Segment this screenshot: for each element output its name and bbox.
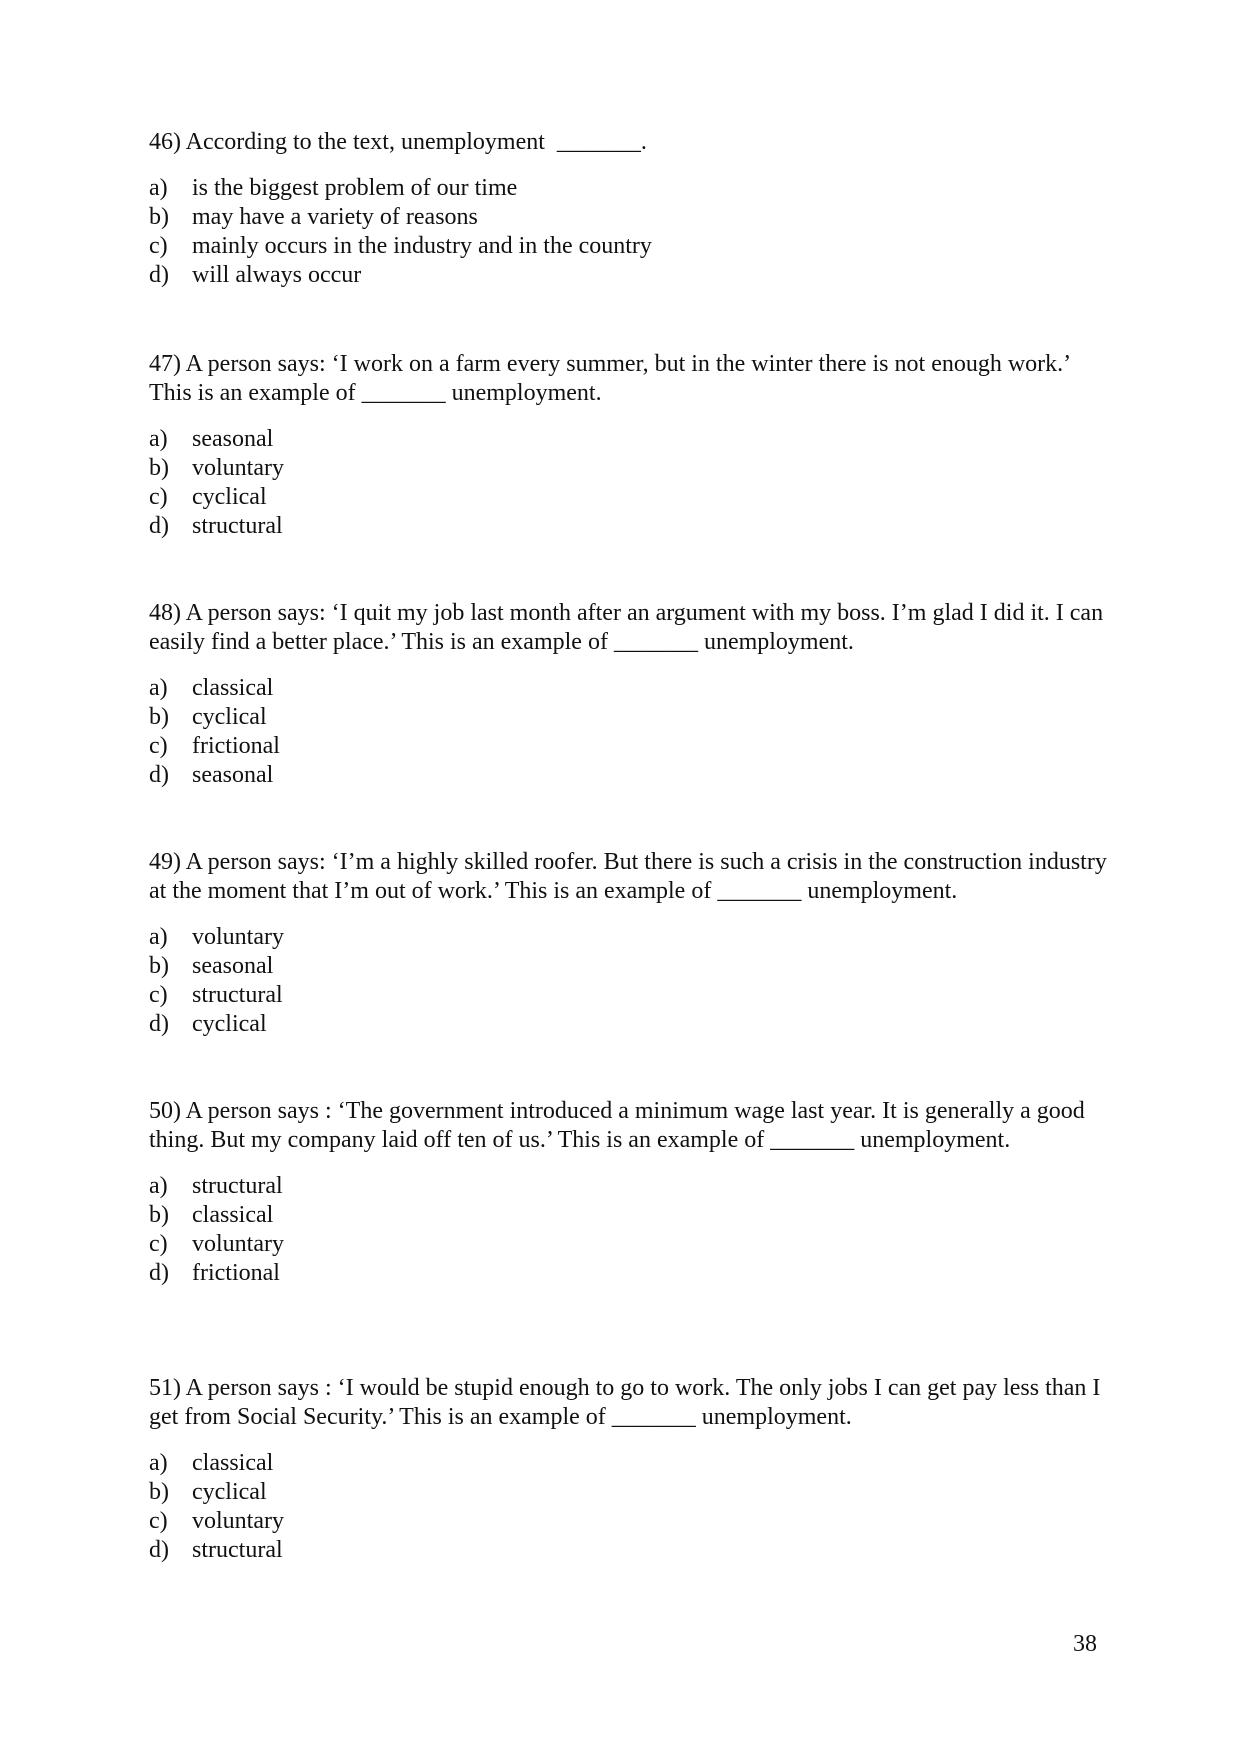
option-text: voluntary (192, 1231, 284, 1257)
option-letter: b) (149, 204, 169, 230)
option-letter: a) (149, 175, 168, 201)
question-50 (149, 1097, 1109, 1288)
question-stem: 47) A person says: ‘I work on a farm every summer, but in the winter there is not enough work.’ This is an example of _______ unemployment. (149, 351, 1075, 406)
option-c (149, 981, 1109, 1010)
question-stem: 48) A person says: ‘I quit my job last month after an argument with my boss. I’m glad I did it. I can easily find a better place.’ This is an example of _______ unemployment. (149, 600, 1110, 655)
option-letter: c) (149, 484, 168, 510)
option-text: structural (192, 513, 283, 539)
option-letter: d) (149, 1011, 169, 1037)
option-letter: d) (149, 513, 169, 539)
option-text: cyclical (192, 704, 267, 730)
option-b (149, 952, 1109, 981)
option-text: structural (192, 982, 283, 1008)
option-a (149, 923, 1109, 952)
option-a (149, 1172, 1109, 1201)
option-c (149, 232, 1109, 261)
option-d (149, 1536, 1109, 1565)
option-d (149, 512, 1109, 541)
option-d (149, 1010, 1109, 1039)
option-text: may have a variety of reasons (192, 204, 478, 230)
question-46 (149, 128, 1109, 290)
option-letter: c) (149, 233, 168, 259)
option-list (149, 923, 1109, 1039)
option-text: voluntary (192, 1508, 284, 1534)
option-text: is the biggest problem of our time (192, 175, 518, 201)
option-b (149, 703, 1109, 732)
option-b (149, 1201, 1109, 1230)
option-text: classical (192, 1202, 274, 1228)
option-a (149, 425, 1109, 454)
option-letter: c) (149, 733, 168, 759)
option-text: cyclical (192, 484, 267, 510)
option-c (149, 732, 1109, 761)
question-47 (149, 350, 1109, 541)
option-letter: a) (149, 675, 168, 701)
question-49 (149, 848, 1113, 1039)
option-letter: b) (149, 455, 169, 481)
option-letter: c) (149, 1508, 168, 1534)
option-text: seasonal (192, 953, 274, 979)
option-letter: d) (149, 1537, 169, 1563)
option-letter: d) (149, 262, 169, 288)
option-text: will always occur (192, 262, 362, 288)
option-a (149, 1449, 1109, 1478)
option-b (149, 1478, 1109, 1507)
option-c (149, 483, 1109, 512)
option-b (149, 203, 1109, 232)
option-text: cyclical (192, 1479, 267, 1505)
option-letter: a) (149, 1450, 168, 1476)
option-letter: b) (149, 704, 169, 730)
question-stem: 50) A person says : ‘The government introduced a minimum wage last year. It is generally a good thing. But my company laid off ten of us.’ This is an example of _______ unemployment. (149, 1098, 1091, 1153)
option-text: cyclical (192, 1011, 267, 1037)
option-a (149, 674, 1109, 703)
option-letter: b) (149, 1479, 169, 1505)
option-text: frictional (192, 733, 280, 759)
option-d (149, 1259, 1109, 1288)
option-b (149, 454, 1109, 483)
option-d (149, 261, 1109, 290)
option-text: classical (192, 675, 274, 701)
question-stem: 51) A person says : ‘I would be stupid enough to go to work. The only jobs I can get pay less than I get from Social Security.’ This is an example of _______ unemployment. (149, 1375, 1107, 1430)
option-d (149, 761, 1109, 790)
option-letter: c) (149, 982, 168, 1008)
page-number: 38 (1073, 1631, 1097, 1657)
option-letter: a) (149, 924, 168, 950)
option-list (149, 1172, 1109, 1288)
option-text: seasonal (192, 426, 274, 452)
option-list (149, 674, 1109, 790)
option-text: mainly occurs in the industry and in the country (192, 233, 652, 259)
option-list (149, 425, 1109, 541)
option-list (149, 1449, 1109, 1565)
option-text: structural (192, 1537, 283, 1563)
option-letter: a) (149, 426, 168, 452)
question-stem: 46) According to the text, unemployment _______. (149, 129, 647, 155)
option-text: seasonal (192, 762, 274, 788)
option-c (149, 1230, 1109, 1259)
option-letter: d) (149, 762, 169, 788)
option-letter: d) (149, 1260, 169, 1286)
option-text: structural (192, 1173, 283, 1199)
question-stem: 49) A person says: ‘I’m a highly skilled roofer. But there is such a crisis in the construction industry at the moment that I’m out of work.’ This is an example of _______ unemployment. (149, 849, 1113, 904)
option-text: voluntary (192, 924, 284, 950)
option-letter: c) (149, 1231, 168, 1257)
option-list (149, 174, 1109, 290)
option-letter: b) (149, 1202, 169, 1228)
option-text: voluntary (192, 455, 284, 481)
option-letter: b) (149, 953, 169, 979)
question-48 (149, 599, 1109, 790)
option-text: classical (192, 1450, 274, 1476)
option-c (149, 1507, 1109, 1536)
option-a (149, 174, 1109, 203)
option-text: frictional (192, 1260, 280, 1286)
question-51 (149, 1374, 1109, 1565)
option-letter: a) (149, 1173, 168, 1199)
